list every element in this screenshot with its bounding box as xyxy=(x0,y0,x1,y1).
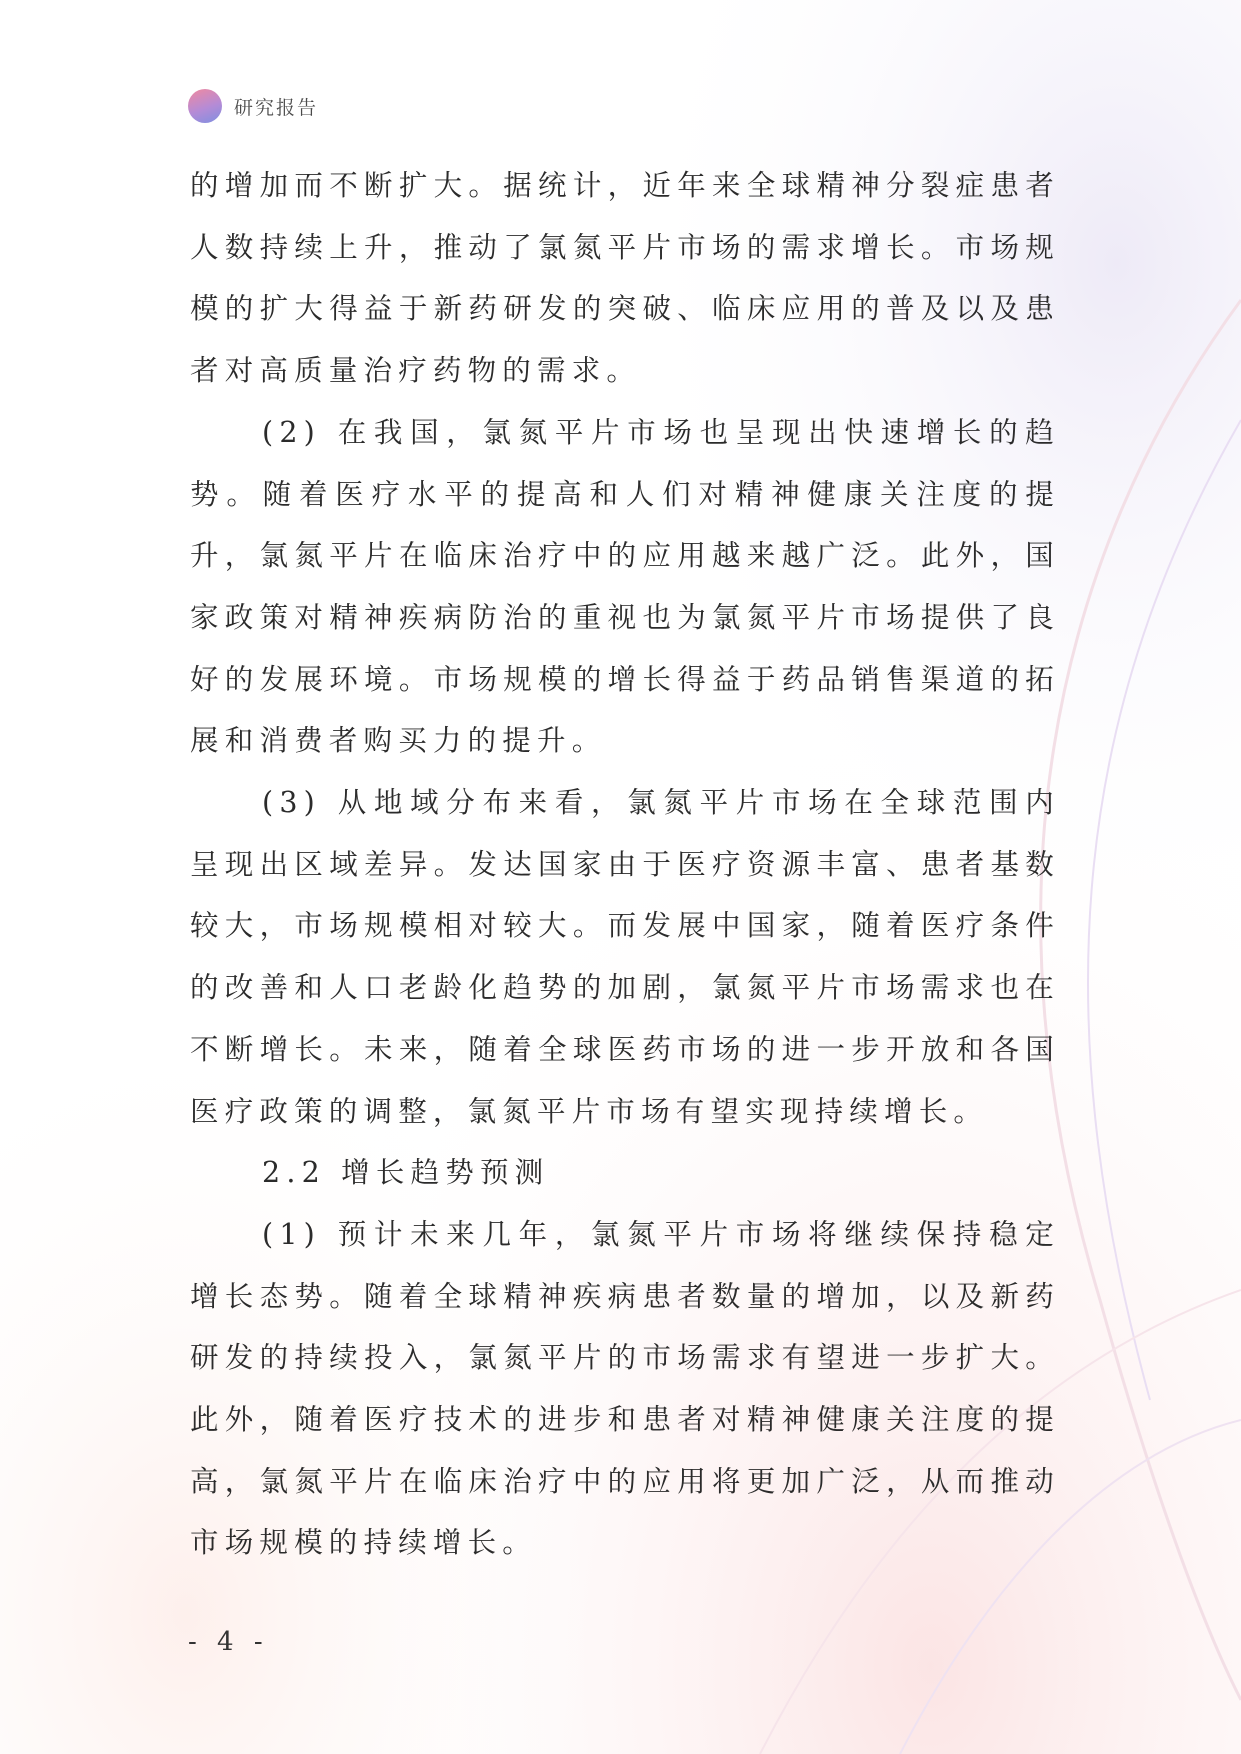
paragraph-continued: 的增加而不断扩大。据统计，近年来全球精神分裂症患者人数持续上升，推动了氯氮平片市场的需求增长。市场规模的扩大得益于新药研发的突破、临床应用的普及以及患者对高质量治疗药物的需求。 xyxy=(190,169,1060,388)
paragraph-point-3: (3) 从地域分布来看，氯氮平片市场在全球范围内呈现出区域差异。发达国家由于医疗资源丰富、患者基数较大，市场规模相对较大。而发展中国家，随着医疗条件的改善和人口老龄化趋势的加剧，氯氮平片市场需求也在不断增长。未来，随着全球医药市场的进一步开放和各国医疗政策的调整，氯氮平片市场有望实现持续增长。 xyxy=(190,786,1060,1128)
paragraph-point-2: (2) 在我国，氯氮平片市场也呈现出快速增长的趋势。随着医疗水平的提高和人们对精神健康关注度的提升，氯氮平片在临床治疗中的应用越来越广泛。此外，国家政策对精神疾病防治的重视也为氯氮平片市场提供了良好的发展环境。市场规模的增长得益于药品销售渠道的拓展和消费者购买力的提升。 xyxy=(190,415,1060,758)
report-header xyxy=(188,89,318,123)
paragraph-forecast-point-1: (1) 预计未来几年，氯氮平片市场将继续保持稳定增长态势。随着全球精神疾病患者数量的增加，以及新药研发的持续投入，氯氮平片的市场需求有望进一步扩大。此外，随着医疗技术的进步和患者对精神健康关注度的提高，氯氮平片在临床治疗中的应用将更加广泛，从而推动市场规模的持续增长。 xyxy=(190,1217,1060,1560)
document-body xyxy=(190,155,1060,1574)
header-title: 研究报告 xyxy=(234,96,319,119)
logo-circle-icon xyxy=(188,89,222,123)
page-number: - 4 - xyxy=(188,1627,269,1657)
section-heading: 2.2 增长趋势预测 xyxy=(262,1156,550,1190)
